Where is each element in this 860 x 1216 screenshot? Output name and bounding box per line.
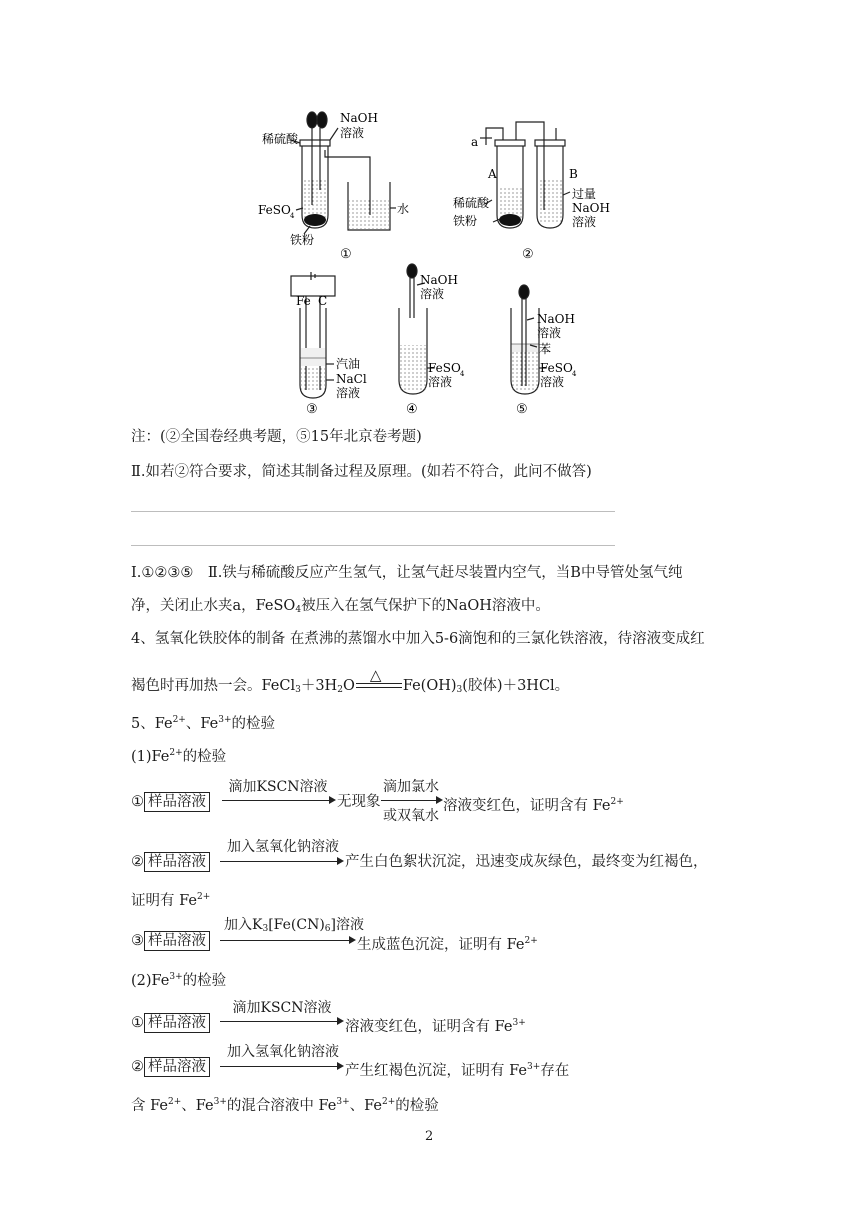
r2-arrow-head (337, 857, 344, 865)
app4-feso4: FeSO (428, 361, 461, 375)
r5-end-b: 存在 (540, 1063, 570, 1079)
r3-sub6: 6 (324, 924, 331, 934)
app2-naoh: NaOH (572, 201, 610, 215)
r3-arrow-label (224, 914, 364, 934)
r4-end-text: 溶液变红色，证明含有 Fe (345, 1019, 513, 1035)
question-2: Ⅱ.如若②符合要求，简述其制备过程及原理。(如若不符合，此问不做答) (131, 464, 592, 480)
s5-title-b: 的检验 (231, 716, 275, 732)
r5-arrow (220, 1066, 340, 1067)
sample-box: 样品溶液 (144, 852, 210, 872)
answer-part2 (131, 596, 550, 620)
sample-box: 样品溶液 (144, 792, 210, 812)
r1-mid: 无现象 (337, 794, 381, 810)
last-b: 、Fe (181, 1098, 214, 1114)
section-4-line1: 4、氢氧化铁胶体的制备 在煮沸的蒸馏水中加入5-6滴饱和的三氯化铁溶液，待溶液变成红 (131, 631, 705, 647)
s4-rest: (胶体)＋3HCl。 (462, 678, 570, 694)
r5-sup: 3+ (526, 1062, 541, 1072)
test-row-2 (131, 852, 210, 872)
subsection-2-title (131, 967, 226, 991)
last-e: 的检验 (395, 1098, 439, 1114)
sample-box: 样品溶液 (144, 1057, 210, 1077)
last-sup3: 3+ (336, 1097, 350, 1107)
app1-iron: 铁粉 (290, 233, 315, 247)
r3-b: [Fe(CN) (268, 917, 325, 933)
page-number: 2 (425, 1129, 434, 1144)
s4-sub2: 2 (337, 685, 343, 695)
r2-arrow-label: 加入氢氧化钠溶液 (227, 839, 339, 855)
app5-sol: 溶液 (540, 375, 565, 389)
apparatus-figure (0, 0, 860, 420)
r4-arrow (220, 1021, 340, 1022)
sub2-b: 的检验 (182, 973, 227, 989)
app5-feso4: FeSO (540, 361, 573, 375)
answer-line-2 (131, 545, 615, 546)
mixed-solution-line (131, 1092, 439, 1116)
app4-num: ④ (406, 402, 418, 417)
r5-arrow-label: 加入氢氧化钠溶液 (227, 1044, 339, 1060)
test-row-3 (131, 931, 210, 951)
app3-fe: Fe (296, 294, 311, 308)
double-line-top (356, 683, 402, 684)
app3-nacl2: 溶液 (336, 386, 361, 400)
s5-comma: 、Fe (185, 716, 219, 732)
r1-end-text: 溶液变红色，证明含有 Fe (443, 798, 611, 814)
test-row-5 (131, 1057, 210, 1077)
r1-arrow1-head (329, 796, 336, 804)
app1-naoh: NaOH (340, 111, 378, 125)
app5-naoh: NaOH (537, 312, 575, 326)
app1-acid: 稀硫酸 (262, 132, 299, 146)
app4-sol: 溶液 (428, 375, 453, 389)
app1-feso4: FeSO (258, 203, 291, 217)
r2-cont-text: 证明有 Fe (131, 893, 197, 909)
r1-num: ① (131, 794, 144, 810)
r3-arrow (220, 940, 352, 941)
s5-sup2: 2+ (172, 715, 186, 725)
r4-sup: 3+ (512, 1018, 526, 1028)
r4-arrow-head (337, 1017, 344, 1025)
app2-excess: 过量 (572, 187, 597, 201)
r3-a: 加入K (224, 917, 263, 933)
app5-benzene: 苯 (539, 342, 552, 356)
test-row-4 (131, 1013, 210, 1033)
answer-part2b: 被压入在氢气保护下的NaOH溶液中。 (301, 598, 550, 614)
r5-end-a: 产生红褐色沉淀，证明有 Fe (345, 1063, 527, 1079)
last-sup2: 3+ (213, 1097, 227, 1107)
r3-sub3: 3 (262, 924, 269, 934)
r1-end (443, 792, 624, 816)
r3-end-text: 生成蓝色沉淀，证明有 Fe (357, 937, 525, 953)
section-5-title (131, 710, 275, 734)
answer-part2a: 净，关闭止水夹a，FeSO (131, 598, 296, 614)
r2-num: ② (131, 854, 144, 870)
last-sup1: 2+ (167, 1097, 182, 1107)
reaction-equals (356, 666, 402, 693)
answer-part1: Ⅰ.①②③⑤ Ⅱ.铁与稀硫酸反应产生氢气，让氢气赶尽装置内空气，当B中导管处氢气纯 (131, 565, 683, 581)
app3-c: C (318, 294, 328, 308)
app1-water: 水 (397, 202, 410, 216)
r4-arrow-label: 滴加KSCN溶液 (232, 1000, 332, 1016)
double-line-bottom (356, 687, 402, 688)
s4-plus: ＋3H (300, 678, 338, 694)
s4-sub3b: 3 (456, 685, 463, 695)
r1-arrow1 (222, 800, 332, 801)
r5-num: ② (131, 1059, 144, 1075)
app2-A: A (488, 167, 497, 181)
r2-sup: 2+ (196, 892, 211, 902)
r2-end: 产生白色絮状沉淀，迅速变成灰绿色，最终变为红褐色， (345, 854, 708, 870)
last-d: 、Fe (349, 1098, 382, 1114)
r4-end (345, 1013, 526, 1037)
r2-cont (131, 887, 210, 911)
sub1-sup: 2+ (169, 748, 183, 758)
sub2-a: (2)Fe (131, 973, 170, 989)
r3-end (357, 931, 538, 955)
app3-gasoline: 汽油 (336, 357, 361, 371)
app2-B: B (569, 167, 578, 181)
r5-arrow-head (337, 1062, 344, 1070)
app5-feso4-sub: 4 (572, 370, 577, 378)
r4-num: ① (131, 1015, 144, 1031)
s5-title-a: 5、Fe (131, 716, 173, 732)
r1-sup: 2+ (610, 797, 624, 807)
r3-num: ③ (131, 933, 144, 949)
s5-sup3: 3+ (218, 715, 232, 725)
heat-symbol: △ (369, 666, 382, 684)
s4-text: 褐色时再加热一会。FeCl (131, 678, 296, 694)
r1-arrow2-top: 滴加氯水 (383, 779, 439, 795)
r1-arrow2-head (436, 796, 443, 804)
app1-feso4-sub: 4 (290, 212, 295, 220)
sub1-a: (1)Fe (131, 749, 170, 765)
sub2-sup: 3+ (169, 972, 183, 982)
app2-naoh2: 溶液 (572, 215, 597, 229)
app4-naoh: NaOH (420, 273, 458, 287)
last-c: 的混合溶液中 Fe (226, 1098, 337, 1114)
apparatus-3 (291, 272, 335, 398)
r1-arrow2-bottom: 或双氧水 (383, 808, 439, 824)
last-sup4: 2+ (382, 1097, 396, 1107)
app3-nacl: NaCl (336, 372, 367, 386)
section-4-line2 (131, 666, 570, 700)
sample-box: 样品溶液 (144, 931, 210, 951)
app3-num: ③ (306, 402, 318, 417)
app1-naoh2: 溶液 (340, 126, 365, 140)
answer-part2-sub: 4 (295, 605, 302, 615)
r2-arrow (220, 861, 340, 862)
s4-o: O (342, 678, 355, 694)
app4-feso4-sub: 4 (460, 370, 465, 378)
app2-iron: 铁粉 (453, 214, 478, 228)
subsection-1-title (131, 743, 226, 767)
r5-end (345, 1057, 569, 1081)
last-a: 含 Fe (131, 1098, 168, 1114)
answer-line-1 (131, 511, 615, 512)
test-row-1 (131, 792, 210, 812)
sample-box: 样品溶液 (144, 1013, 210, 1033)
sub1-b: 的检验 (182, 749, 227, 765)
app2-num: ② (522, 247, 534, 262)
figure-note: 注：(②全国卷经典考题，⑤15年北京卷考题) (131, 429, 422, 445)
app5-naoh2: 溶液 (537, 326, 562, 340)
s4-product: Fe(OH) (402, 678, 457, 694)
r3-sup: 2+ (524, 936, 538, 946)
app4-naoh2: 溶液 (420, 287, 445, 301)
r1-arrow2 (381, 800, 439, 801)
app2-acid: 稀硫酸 (453, 196, 490, 210)
app5-num: ⑤ (516, 402, 528, 417)
r3-arrow-head (349, 936, 356, 944)
s4-sub3: 3 (295, 685, 301, 695)
app2-a: a (471, 135, 479, 149)
app1-num: ① (340, 247, 352, 262)
r1-arrow1-label: 滴加KSCN溶液 (228, 779, 328, 795)
r3-c: ]溶液 (330, 917, 364, 933)
